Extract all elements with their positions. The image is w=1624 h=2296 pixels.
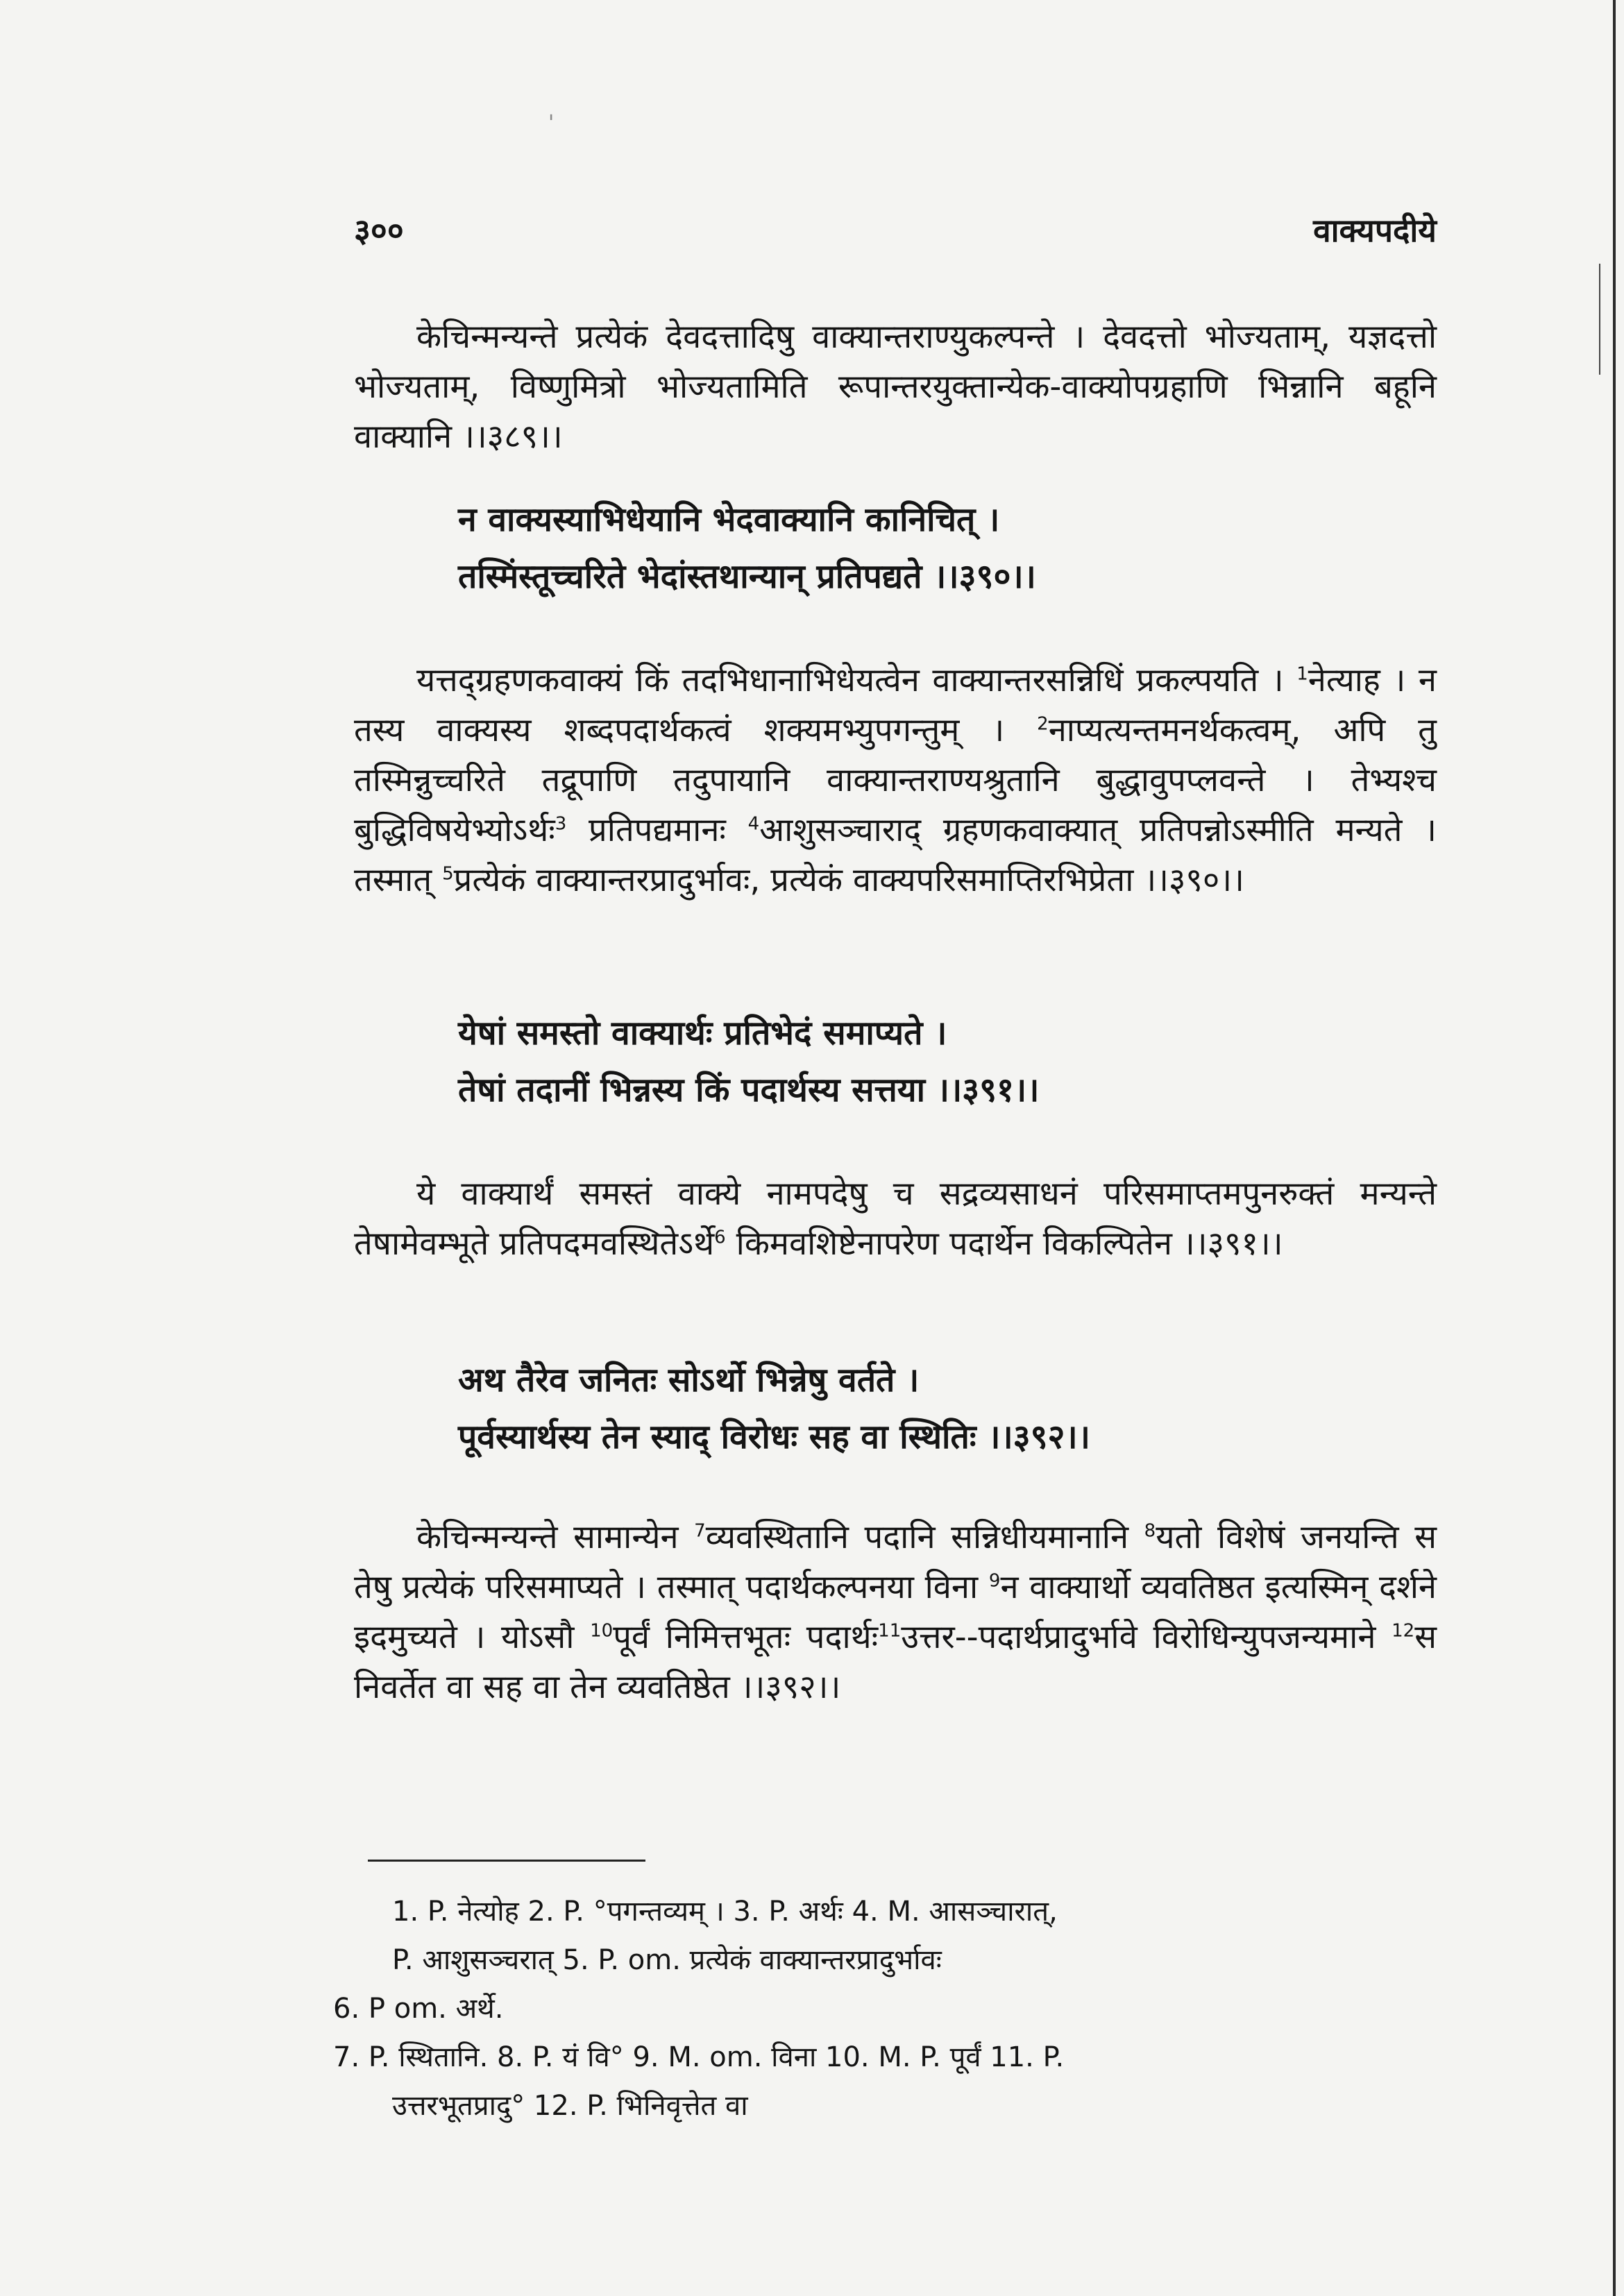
commentary-390-part-4: प्रतिपद्यमानः — [566, 811, 748, 849]
scan-edge-line — [1613, 0, 1616, 2296]
verse-391-line-2: तेषां तदानीं भिन्नस्य किं पदार्थस्य सत्तया ।।३९१।। — [458, 1071, 1040, 1109]
footnote-line-3: 6. P om. अर्थे. — [333, 1993, 504, 2025]
footnote-ref-8: 8 — [1144, 1520, 1156, 1542]
page-header — [354, 208, 1437, 257]
footnote-line-4: 7. P. स्थितानि. 8. P. यं वि° 9. M. om. विना 10. M. P. पूर्वं 11. P. — [333, 2041, 1065, 2073]
footnote-ref-10: 10 — [590, 1620, 614, 1642]
verse-392 — [458, 1352, 1464, 1465]
running-title: वाक्यपदीये — [1313, 212, 1437, 249]
commentary-390 — [354, 656, 1437, 905]
commentary-390-part-6: प्रत्येकं वाक्यान्तरप्रादुर्भावः, प्रत्येकं वाक्यपरिसमाप्तिरभिप्रेता ।।३९०।। — [453, 861, 1244, 899]
footnote-ref-4: 4 — [747, 813, 760, 835]
commentary-392-part-3: यतो विशेषं जनयन्ति स तेषु प्रत्येकं परिसमाप्यते । तस्मात् पदार्थकल्पनया विना — [354, 1518, 1437, 1606]
commentary-390-text — [354, 656, 1437, 905]
scan-speck: ' — [548, 111, 555, 135]
commentary-391-part-1: ये वाक्यार्थं समस्तं वाक्ये नामपदेषु च सद्रव्यसाधनं परिसमाप्तमपुनरुक्तं मन्यन्ते तेषामेवम्भूते प्रतिपदमवस्थितेऽर्थे — [354, 1175, 1437, 1263]
footnote-line-1: 1. P. नेत्योह 2. P. °पगन्तव्यम् । 3. P. अर्थः 4. M. आसञ्चारात्, — [392, 1896, 1058, 1928]
commentary-391-part-2: किमवशिष्टेनापरेण पदार्थेन विकल्पितेन ।।३९१।। — [725, 1225, 1283, 1263]
footnote-ref-7: 7 — [694, 1520, 706, 1542]
footnote-line-2: P. आशुसञ्चरात् 5. P. om. प्रत्येकं वाक्यान्तरप्रादुर्भावः — [392, 1944, 942, 1976]
commentary-392-part-6: उत्तर--पदार्थप्रादुर्भावे विरोधिन्युपजन्यमाने — [901, 1618, 1392, 1656]
verse-390-line-1: न वाक्यस्याभिधेयानि भेदवाक्यानि कानिचित् । — [458, 500, 1000, 539]
commentary-392-part-5: पूर्वं निमित्तभूतः पदार्थः — [613, 1618, 879, 1656]
verse-392-line-2: पूर्वस्यार्थस्य तेन स्याद् विरोधः सह वा स्थितिः ।।३९२।। — [458, 1418, 1090, 1456]
commentary-392-text — [354, 1513, 1437, 1712]
commentary-392-part-7: स निवर्तेत वा सह वा तेन व्यवतिष्ठेत ।।३९२।। — [354, 1618, 1437, 1706]
commentary-392-part-4: न वाक्यार्थो व्यवतिष्ठत इत्यस्मिन् दर्शने इदमुच्यते । योऽसौ — [354, 1568, 1437, 1656]
verse-391 — [458, 1005, 1464, 1119]
verse-391-line-1: येषां समस्तो वाक्यार्थः प्रतिभेदं समाप्यते । — [458, 1014, 947, 1053]
verse-390-line-2: तस्मिंस्तूच्चरिते भेदांस्तथान्यान् प्रतिपद्यते ।।३९०।। — [458, 557, 1036, 596]
footnote-ref-1: 1 — [1296, 663, 1308, 685]
commentary-391 — [354, 1169, 1437, 1269]
footnote-ref-2: 2 — [1037, 713, 1049, 735]
commentary-392 — [354, 1513, 1437, 1712]
page-number: ३०० — [354, 212, 404, 249]
footnote-line-5: उत्तरभूतप्रादु° 12. P. भिनिवृत्तेत वा — [392, 2090, 748, 2122]
footnote-divider — [368, 1860, 645, 1862]
commentary-392-part-1: केचिन्मन्यन्ते सामान्येन — [416, 1518, 695, 1556]
commentary-391-text — [354, 1169, 1437, 1269]
commentary-390-part-5: आशुसञ्चाराद् ग्रहणकवाक्यात् प्रतिपन्नोऽस्मीति मन्यते । तस्मात् — [354, 811, 1437, 899]
footnote-ref-5: 5 — [442, 863, 454, 885]
scan-edge-mark — [1599, 264, 1600, 375]
footnote-ref-9: 9 — [988, 1570, 1001, 1592]
commentary-392-part-2: व्यवस्थितानि पदानि सन्निधीयमानानि — [705, 1518, 1144, 1556]
commentary-389-text: केचिन्मन्यन्ते प्रत्येकं देवदत्तादिषु वाक्यान्तराण्युकल्पन्ते । देवदत्तो भोज्यताम्, यज्ञदत्तो भोज्यताम्, विष्णुमित्रो भोज्यतामिति रूपान्तरयुक्तान्येक-वाक्योपग्रहाणि भिन्नानि बहूनि वाक्यानि ।।३८९।। — [354, 318, 1437, 456]
commentary-390-part-3: नाप्यत्यन्तमनर्थकत्वम्, अपि तु तस्मिन्नुच्चरिते तद्रूपाणि तदुपायानि वाक्यान्तराण्यश्रुतानि बुद्धावुपप्लवन्ते । तेभ्यश्च बुद्धिविषयेभ्योऽर्थः — [354, 711, 1437, 849]
verse-390 — [458, 491, 1464, 605]
footnote-ref-6: 6 — [714, 1227, 726, 1248]
footnote-ref-12: 12 — [1392, 1620, 1415, 1642]
footnote-ref-11: 11 — [878, 1620, 902, 1642]
commentary-390-part-2: नेत्याह । न तस्य वाक्यस्य शब्दपदार्थकत्वं शक्यमभ्युपगन्तुम् । — [354, 661, 1437, 749]
footnote-ref-3: 3 — [555, 813, 567, 835]
commentary-390-part-1: यत्तद्ग्रहणकवाक्यं किं तदभिधानाभिधेयत्वेन वाक्यान्तरसन्निधिं प्रकल्पयति । — [416, 661, 1297, 699]
commentary-389 — [354, 312, 1437, 462]
verse-392-line-1: अथ तैरेव जनितः सोऽर्थो भिन्नेषु वर्तते । — [458, 1361, 920, 1400]
